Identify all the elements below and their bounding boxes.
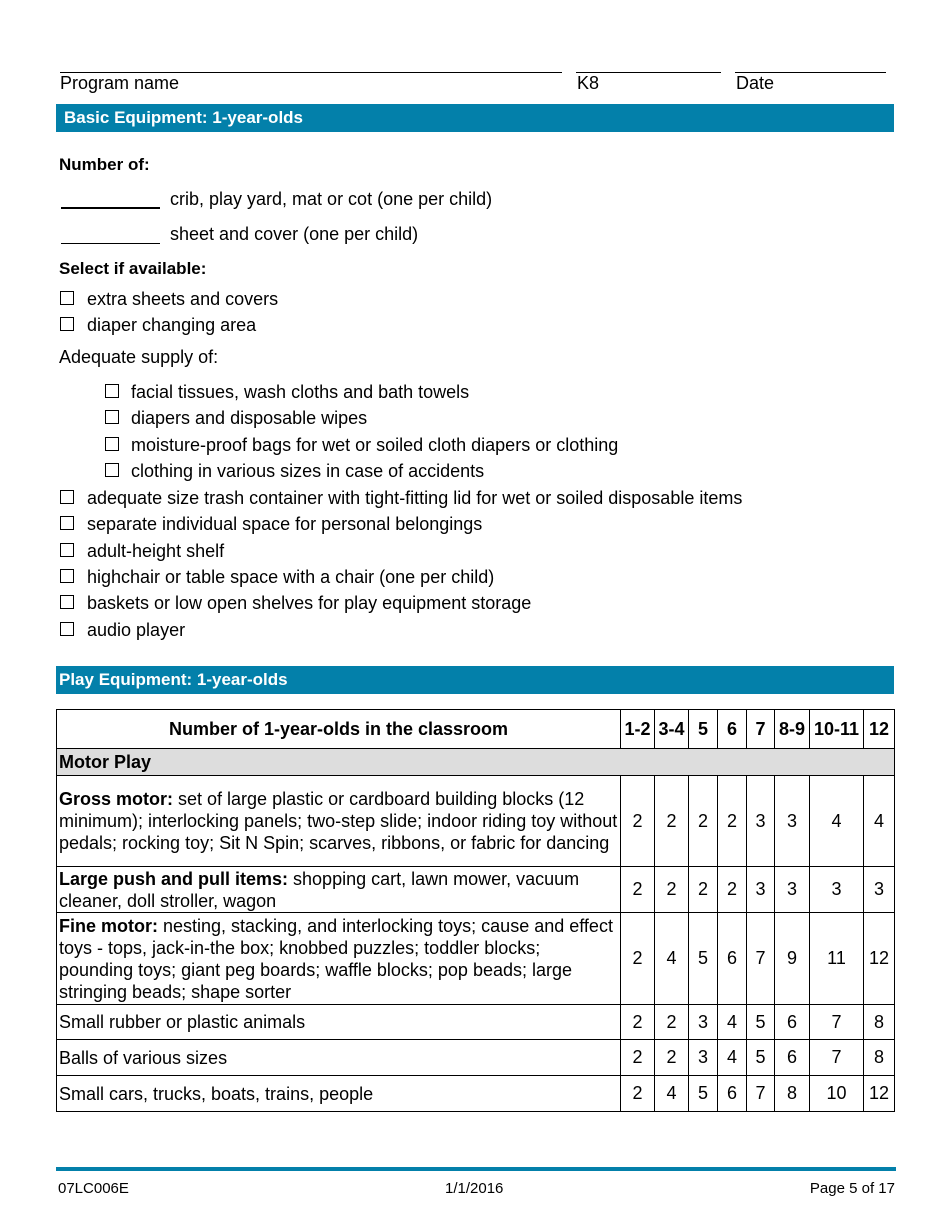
select-if-available-label: Select if available: <box>59 259 207 278</box>
checkbox-label: moisture-proof bags for wet or soiled cloth diapers or clothing <box>131 435 619 455</box>
date-label: Date <box>736 73 775 93</box>
table-cell: 3 <box>689 1040 718 1076</box>
table-cell: 10 <box>810 1076 864 1112</box>
table-cell: 6 <box>775 1005 810 1040</box>
checkbox[interactable] <box>105 463 119 477</box>
table-cell: 6 <box>775 1040 810 1076</box>
program-name-label: Program name <box>60 73 180 93</box>
checkbox-item[interactable] <box>60 540 880 562</box>
checkbox-label: facial tissues, wash cloths and bath towels <box>131 382 470 402</box>
row-text: shopping cart, lawn mower, vacuum cleaner, doll stroller, wagon <box>59 868 580 911</box>
adequate-supply-label: Adequate supply of: <box>59 347 219 367</box>
checkbox[interactable] <box>105 384 119 398</box>
table-cell: 2 <box>621 913 655 1005</box>
table-cell: 2 <box>621 1005 655 1040</box>
play-equipment-header: Play Equipment: 1-year-olds <box>56 666 894 694</box>
table-cell: 8 <box>864 1005 895 1040</box>
column-header: 1-2 <box>621 710 655 749</box>
table-cell: 7 <box>810 1040 864 1076</box>
table-cell: 5 <box>747 1040 775 1076</box>
table-cell: 7 <box>747 1076 775 1112</box>
table-cell: 5 <box>747 1005 775 1040</box>
checkbox-label: clothing in various sizes in case of accidents <box>131 461 485 481</box>
column-header: 5 <box>689 710 718 749</box>
checkbox[interactable] <box>105 437 119 451</box>
row-text: set of large plastic or cardboard building blocks (12 minimum); interlocking panels; two-step slide; indoor riding toy without pedals; rocking toy; Sit N Spin; scarves, ribbons, or fabric for dancing <box>59 789 618 853</box>
count-blank-sheet[interactable] <box>61 243 160 244</box>
row-description <box>57 867 621 913</box>
table-cell: 8 <box>775 1076 810 1112</box>
checkbox-item[interactable] <box>60 592 880 614</box>
table-cell: 3 <box>747 867 775 913</box>
row-description <box>57 776 621 867</box>
checkbox-label: audio player <box>87 620 186 640</box>
count-item-crib: crib, play yard, mat or cot (one per child) <box>170 189 493 209</box>
checkbox-item[interactable] <box>105 381 865 403</box>
table-cell: 4 <box>655 913 689 1005</box>
section-label: Motor Play <box>57 749 895 776</box>
table-cell: 7 <box>747 913 775 1005</box>
row-description: Balls of various sizes <box>57 1040 621 1076</box>
table-cell: 3 <box>864 867 895 913</box>
checkbox-item[interactable] <box>105 460 865 482</box>
count-item-sheet: sheet and cover (one per child) <box>170 224 419 244</box>
table-cell: 5 <box>689 1076 718 1112</box>
table-cell: 2 <box>621 1076 655 1112</box>
table-cell: 4 <box>718 1005 747 1040</box>
checkbox-item[interactable] <box>60 513 880 535</box>
table-cell: 2 <box>655 1040 689 1076</box>
row-text: nesting, stacking, and interlocking toys; cause and effect toys - tops, jack-in-the box; knobbed puzzles; toddler blocks; pounding toys; giant peg boards; waffle blocks; pop beads; large stringing beads; shape sorter <box>59 915 613 1002</box>
column-header: 6 <box>718 710 747 749</box>
play-equipment-table <box>56 709 895 1112</box>
table-cell: 7 <box>810 1005 864 1040</box>
number-of-label: Number of: <box>59 155 150 174</box>
column-header: 3-4 <box>655 710 689 749</box>
table-cell: 2 <box>689 776 718 867</box>
table-cell: 2 <box>621 776 655 867</box>
column-header: 8-9 <box>775 710 810 749</box>
row-description <box>57 913 621 1005</box>
row-description: Small cars, trucks, boats, trains, people <box>57 1076 621 1112</box>
table-cell: 2 <box>655 776 689 867</box>
checkbox-item[interactable] <box>105 407 865 429</box>
row-category: Fine motor: <box>59 915 158 936</box>
column-header: 10-11 <box>810 710 864 749</box>
table-cell: 12 <box>864 1076 895 1112</box>
column-header: 12 <box>864 710 895 749</box>
table-cell: 9 <box>775 913 810 1005</box>
table-cell: 4 <box>718 1040 747 1076</box>
table-cell: 3 <box>689 1005 718 1040</box>
checkbox[interactable] <box>60 595 74 609</box>
table-cell: 6 <box>718 913 747 1005</box>
checkbox-label: extra sheets and covers <box>87 289 279 309</box>
table-cell: 2 <box>655 1005 689 1040</box>
table-row <box>57 867 895 913</box>
table-row <box>57 1005 895 1040</box>
table-cell: 2 <box>655 867 689 913</box>
table-header-row <box>57 710 895 749</box>
checkbox[interactable] <box>60 490 74 504</box>
section-row <box>57 749 895 776</box>
checkbox-label: diapers and disposable wipes <box>131 408 368 428</box>
footer-form-id: 07LC006E <box>58 1180 129 1197</box>
table-cell: 2 <box>621 1040 655 1076</box>
checkbox-item[interactable] <box>60 288 860 310</box>
checkbox-label: separate individual space for personal belongings <box>87 514 483 534</box>
table-cell: 11 <box>810 913 864 1005</box>
footer-date: 1/1/2016 <box>445 1180 504 1197</box>
table-row <box>57 1076 895 1112</box>
table-row <box>57 913 895 1005</box>
table-row <box>57 776 895 867</box>
checkbox-item[interactable] <box>60 487 880 509</box>
checkbox[interactable] <box>60 543 74 557</box>
row-category: Gross motor: <box>59 789 174 809</box>
checkbox-item[interactable] <box>60 314 860 336</box>
checkbox[interactable] <box>60 291 74 305</box>
table-cell: 2 <box>718 776 747 867</box>
checkbox[interactable] <box>60 569 74 583</box>
checkbox[interactable] <box>60 516 74 530</box>
footer-page-number: Page 5 of 17 <box>809 1180 895 1197</box>
table-header-label: Number of 1-year-olds in the classroom <box>57 710 621 749</box>
table-cell: 8 <box>864 1040 895 1076</box>
checkbox-label: baskets or low open shelves for play equipment storage <box>87 593 532 613</box>
table-cell: 3 <box>747 776 775 867</box>
table-cell: 3 <box>775 776 810 867</box>
checkbox[interactable] <box>105 410 119 424</box>
table-cell: 5 <box>689 913 718 1005</box>
row-category: Large push and pull items: <box>59 868 289 889</box>
checkbox-label: diaper changing area <box>87 315 257 335</box>
row-description: Small rubber or plastic animals <box>57 1005 621 1040</box>
checkbox-label: adult-height shelf <box>87 541 225 561</box>
checkbox[interactable] <box>60 622 74 636</box>
checkbox-item[interactable] <box>105 434 865 456</box>
count-blank-crib[interactable] <box>61 207 160 209</box>
table-row <box>57 1040 895 1076</box>
checkbox-item[interactable] <box>60 619 880 641</box>
table-cell: 3 <box>775 867 810 913</box>
basic-equipment-header: Basic Equipment: 1-year-olds <box>56 104 894 132</box>
table-cell: 2 <box>689 867 718 913</box>
table-cell: 4 <box>810 776 864 867</box>
checkbox-label: highchair or table space with a chair (one per child) <box>87 567 495 587</box>
table-cell: 4 <box>655 1076 689 1112</box>
table-cell: 2 <box>718 867 747 913</box>
table-cell: 4 <box>864 776 895 867</box>
checkbox[interactable] <box>60 317 74 331</box>
table-cell: 6 <box>718 1076 747 1112</box>
table-cell: 3 <box>810 867 864 913</box>
k8-label: K8 <box>577 73 600 93</box>
footer-divider <box>56 1167 896 1171</box>
checkbox-item[interactable] <box>60 566 880 588</box>
table-cell: 2 <box>621 867 655 913</box>
table-cell: 12 <box>864 913 895 1005</box>
checkbox-label: adequate size trash container with tight-fitting lid for wet or soiled disposable items <box>87 488 743 508</box>
column-header: 7 <box>747 710 775 749</box>
